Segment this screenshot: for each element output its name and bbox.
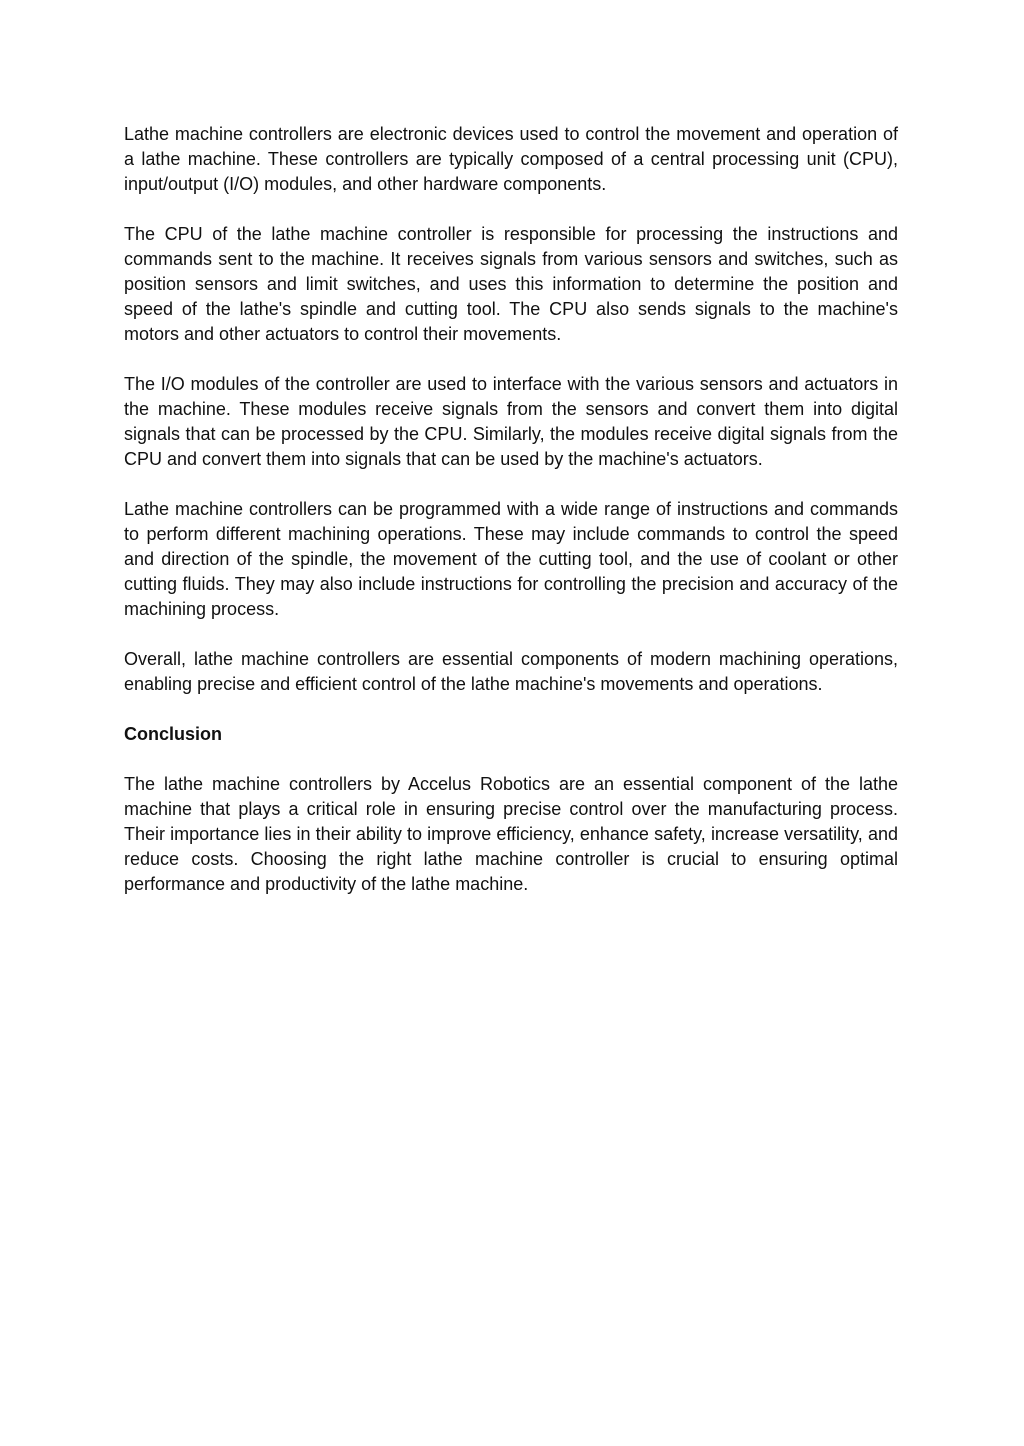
conclusion-heading: Conclusion [124,724,222,744]
paragraph-io-modules: The I/O modules of the controller are used to interface with the various sensors and actuators in the machine. These modules receive signals from the sensors and convert them into digital signals that can be processed by the CPU. Similarly, the modules receive digital signals from the CPU and convert them into signals that can be used by the machine's actuators. [124,374,898,469]
paragraph-cpu: The CPU of the lathe machine controller is responsible for processing the instructions and commands sent to the machine. It receives signals from various sensors and switches, such as position sensors and limit switches, and uses this information to determine the position and speed of the lathe's spindle and cutting tool. The CPU also sends signals to the machine's motors and other actuators to control their movements. [124,224,898,344]
conclusion-paragraph: The lathe machine controllers by Accelus Robotics are an essential component of the lathe machine that plays a critical role in ensuring precise control over the manufacturing process. Their importance lies in their ability to improve efficiency, enhance safety, increase versatility, and reduce costs. Choosing the right lathe machine controller is crucial to ensuring optimal performance and productivity of the lathe machine. [124,774,898,894]
paragraph-overall: Overall, lathe machine controllers are essential components of modern machining operations, enabling precise and efficient control of the lathe machine's movements and operations. [124,649,898,694]
document-page [124,122,898,922]
paragraph-programming: Lathe machine controllers can be programmed with a wide range of instructions and commands to perform different machining operations. These may include commands to control the speed and direction of the spindle, the movement of the cutting tool, and the use of coolant or other cutting fluids. They may also include instructions for controlling the precision and accuracy of the machining process. [124,499,898,619]
paragraph-intro: Lathe machine controllers are electronic devices used to control the movement and operation of a lathe machine. These controllers are typically composed of a central processing unit (CPU), input/output (I/O) modules, and other hardware components. [124,124,898,194]
